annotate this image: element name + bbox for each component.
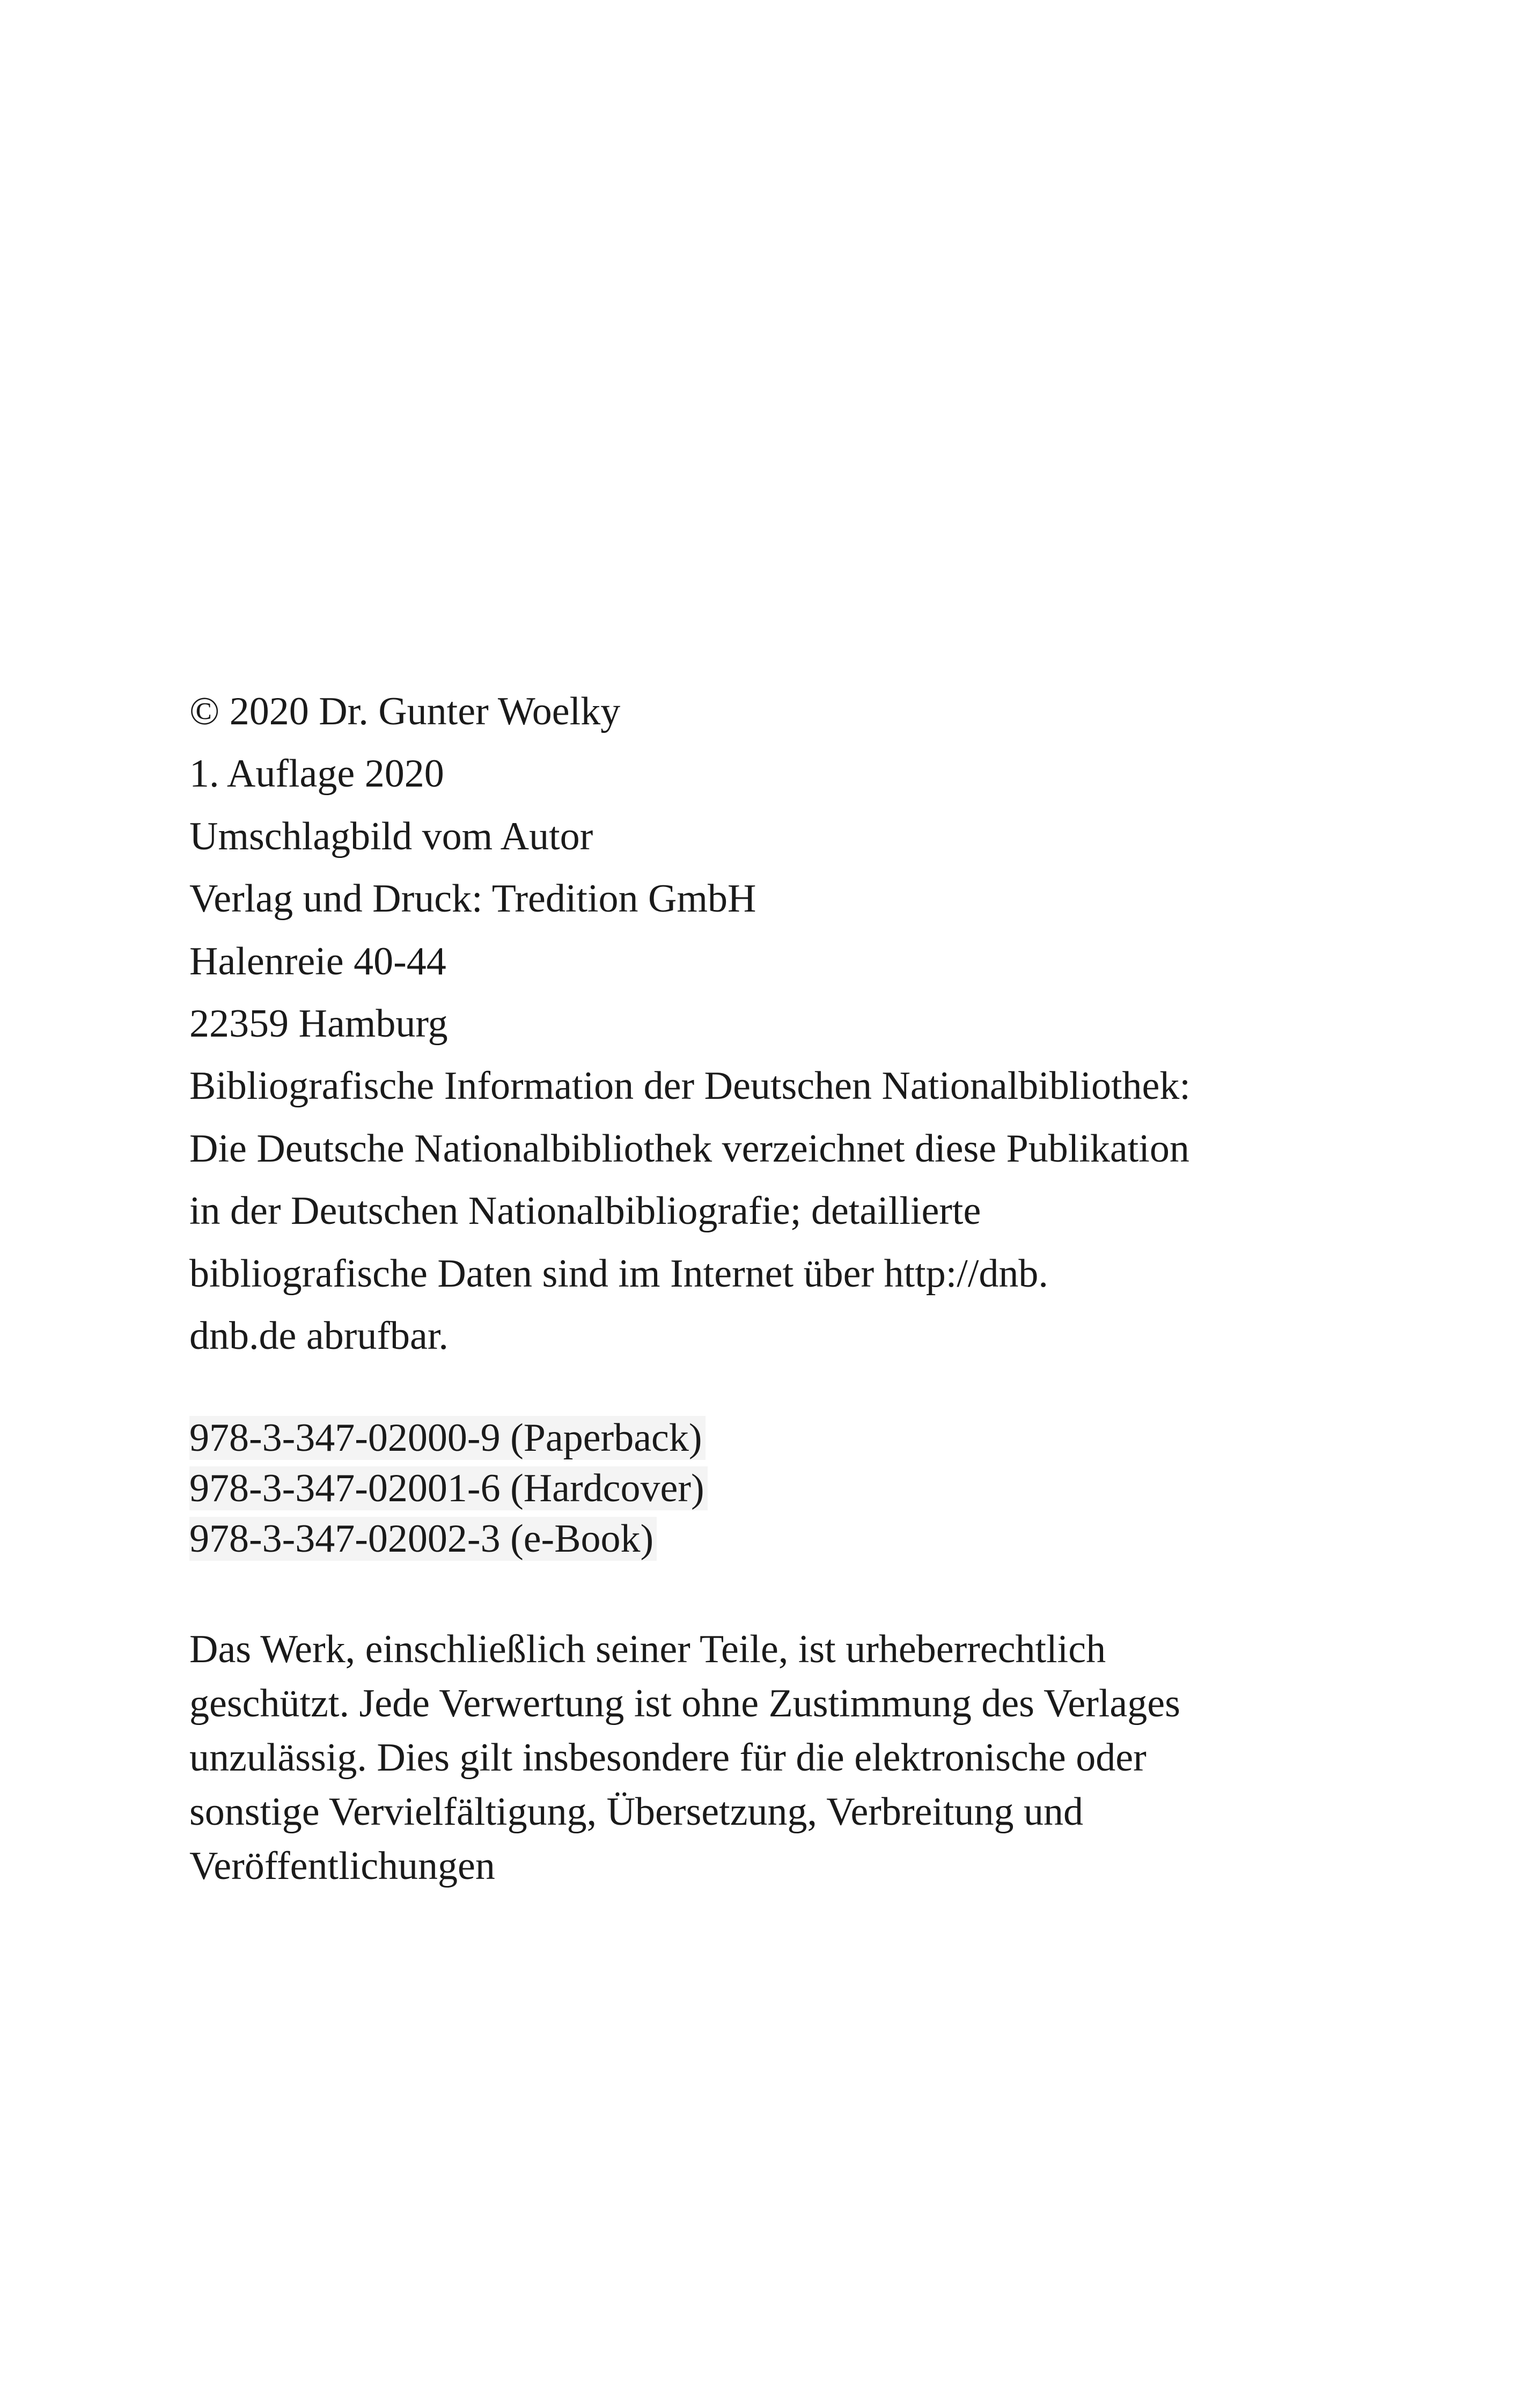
rights-line: unzulässig. Dies gilt insbesondere für die elektronische oder bbox=[189, 1736, 1147, 1780]
isbn-paperback-text: 978-3-347-02000-9 (Paperback) bbox=[189, 1416, 706, 1460]
isbn-ebook bbox=[189, 1514, 1343, 1564]
rights-line: Das Werk, einschließlich seiner Teile, ist urheberrechtlich bbox=[189, 1627, 1106, 1671]
rights-line: geschützt. Jede Verwertung ist ohne Zustimmung des Verlages bbox=[189, 1682, 1180, 1726]
rights-notice bbox=[189, 1623, 1343, 1893]
copyright-line: © 2020 Dr. Gunter Woelky bbox=[189, 689, 621, 733]
imprint-block bbox=[189, 680, 1343, 1367]
bibliographic-text-line: in der Deutschen Nationalbibliografie; detaillierte bbox=[189, 1189, 981, 1234]
city-line: 22359 Hamburg bbox=[189, 1002, 448, 1046]
street-line: Halenreie 40-44 bbox=[189, 939, 446, 983]
rights-line: Veröffentlichungen bbox=[189, 1844, 495, 1888]
bibliographic-heading: Bibliografische Information der Deutschen Nationalbibliothek: bbox=[189, 1064, 1191, 1108]
publisher-line: Verlag und Druck: Tredition GmbH bbox=[189, 877, 756, 921]
isbn-hardcover-text: 978-3-347-02001-6 (Hardcover) bbox=[189, 1466, 708, 1510]
rights-line: sonstige Vervielfältigung, Übersetzung, Verbreitung und bbox=[189, 1790, 1084, 1834]
bibliographic-text-line: bibliografische Daten sind im Internet über http://dnb. bbox=[189, 1251, 1048, 1296]
isbn-block bbox=[189, 1413, 1343, 1564]
isbn-paperback bbox=[189, 1413, 1343, 1463]
isbn-hardcover bbox=[189, 1463, 1343, 1514]
bibliographic-text-line: Die Deutsche Nationalbibliothek verzeichnet diese Publikation bbox=[189, 1126, 1189, 1171]
bibliographic-text-line: dnb.de abrufbar. bbox=[189, 1314, 449, 1359]
cover-credit-line: Umschlagbild vom Autor bbox=[189, 814, 593, 858]
edition-line: 1. Auflage 2020 bbox=[189, 752, 444, 796]
isbn-ebook-text: 978-3-347-02002-3 (e-Book) bbox=[189, 1517, 657, 1561]
